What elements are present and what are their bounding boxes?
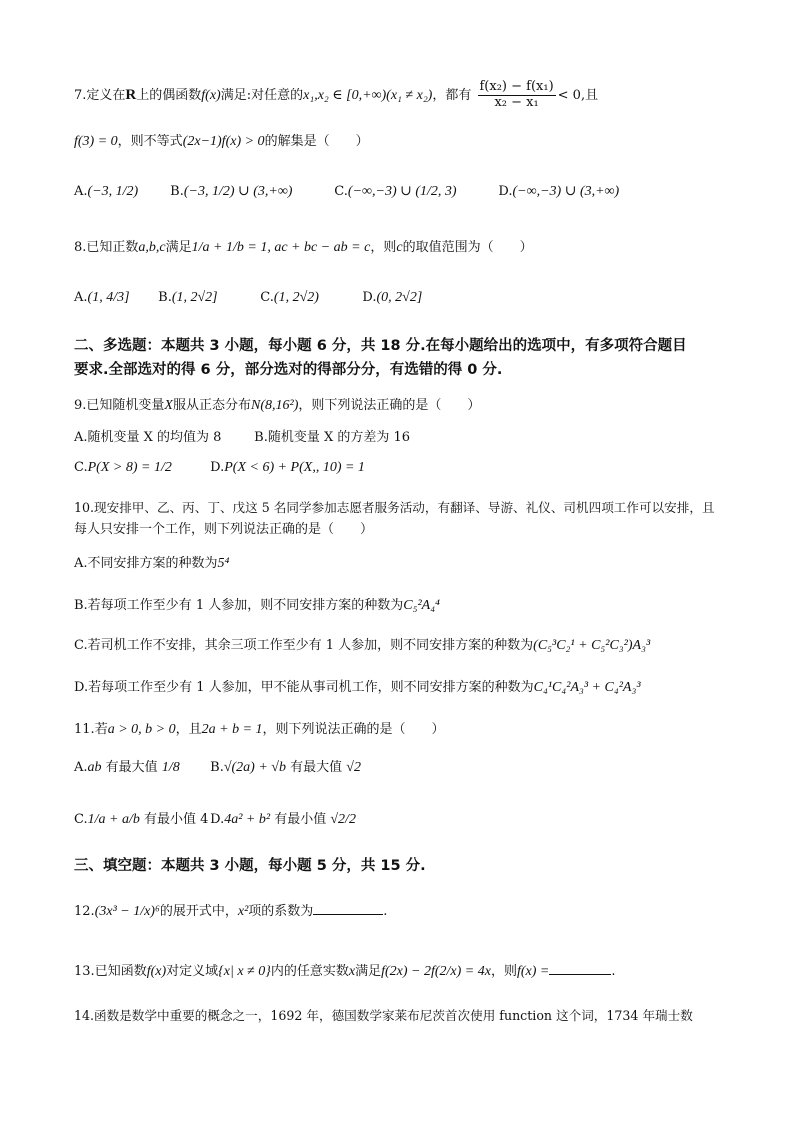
q10-option-d-math: C₄¹C₄²A₃³ + C₄²A₃³ (533, 680, 641, 695)
q9-option-d[interactable] (210, 460, 365, 477)
q13-stem-c: 内的任意实数 (270, 964, 349, 979)
q8-option-c[interactable] (260, 290, 358, 307)
q10-option-a-math: 5⁴ (217, 556, 230, 571)
q14-stem-line1: 14.函数是数学中重要的概念之一，1692 年，德国数学家莱布尼茨首次使用 function 这个词，1734 年瑞士数 (74, 1008, 693, 1023)
q8-option-b[interactable] (158, 290, 256, 307)
q10-option-c-text: C.若司机工作不安排，其余三项工作至少有 1 人参加，则不同安排方案的种数为 (74, 638, 534, 653)
q7-line2-b: ，则不等式 (117, 134, 183, 149)
q10-option-b-text: B.若每项工作至少有 1 人参加，则不同安排方案的种数为 (74, 598, 404, 613)
section2-heading-line2: 要求.全部选对的得 6 分，部分选对的得部分分，有选错的得 0 分. (74, 362, 503, 378)
q8-option-a[interactable] (74, 290, 154, 307)
q7-option-d[interactable] (498, 184, 619, 201)
q13-stem-a: 已知函数 (94, 964, 147, 979)
q9-stem-c: ，则下列说法正确的是（ ） (298, 398, 481, 413)
q8-option-b-label: B. (158, 290, 172, 305)
q11-option-a-text: 有最大值 (105, 760, 158, 775)
q11-option-c-label: C. (74, 812, 88, 827)
q9-option-c-label: C. (74, 460, 88, 475)
q7-stem-d: ，都有 (432, 87, 472, 103)
q7-option-d-text: (−∞,−3) ∪ (3,+∞) (512, 184, 620, 199)
q7-real-set: R (125, 86, 137, 103)
q7-frac-den: x₂ − x₁ (494, 94, 539, 110)
q7-fraction (478, 80, 556, 111)
q7-option-a-label: A. (74, 184, 88, 199)
q8-option-d[interactable] (362, 290, 422, 307)
q13-stem-b: 对定义域 (166, 964, 219, 979)
q12-text-b: 项的系数为 (248, 904, 314, 919)
q10-option-a[interactable] (74, 556, 229, 573)
q11-option-a-val: 1/8 (161, 760, 180, 775)
q8-stem-c: ，则 (370, 240, 397, 255)
q7-inequality-main: (2x−1)f(x) > 0 (182, 134, 265, 149)
q7-stem-e: 且 (585, 87, 599, 103)
q9-option-d-text: P(X < 6) + P(X,, 10) = 1 (224, 460, 365, 475)
q13-fx-answer: f(x) = (516, 964, 550, 979)
q11-option-b[interactable] (210, 760, 361, 777)
q9-options-row1 (74, 430, 410, 446)
q7-option-b-label: B. (170, 184, 184, 199)
q11-option-b-val: √2 (346, 760, 361, 775)
q10-option-a-text: A.不同安排方案的种数为 (74, 556, 218, 571)
q10-option-c-math: (C₅³C₂¹ + C₅²C₃²)A₃³ (533, 638, 651, 653)
q7-option-b-text: (−3, 1/2) ∪ (3,+∞) (183, 184, 293, 199)
q9-stem (74, 398, 480, 415)
q9-option-c[interactable] (74, 460, 206, 477)
q11-option-a-label: A. (74, 760, 88, 775)
q9-option-a[interactable]: A.随机变量 X 的均值为 8 (74, 430, 222, 445)
q13-stem-e: ，则 (490, 964, 517, 979)
q12-expression: (3x³ − 1/x)⁶ (94, 904, 160, 919)
q12-end: . (383, 904, 388, 919)
q8-option-b-text: (1, 2√2] (171, 290, 218, 305)
q8-option-c-label: C. (260, 290, 274, 305)
q8-option-d-label: D. (362, 290, 377, 305)
q10-option-c[interactable] (74, 638, 650, 655)
q8-equation: 1/a + 1/b = 1, ac + bc − ab = c (191, 240, 371, 255)
q8-stem (74, 240, 533, 257)
q7-options (74, 184, 619, 201)
q13-end: . (611, 964, 616, 979)
q7-number: 7. (74, 87, 87, 103)
q11-option-a[interactable] (74, 760, 206, 777)
q7-option-c-text: (−∞,−3) ∪ (1/2, 3) (347, 184, 457, 199)
q11-stem-b: ，且 (175, 722, 202, 737)
q9-number: 9. (74, 398, 87, 413)
q8-option-c-text: (1, 2√2) (273, 290, 319, 305)
q11-option-a-expr: ab (87, 760, 102, 775)
q11-option-d[interactable] (210, 812, 356, 829)
q11-number: 11. (74, 722, 95, 737)
q10-option-d-text: D.若每项工作至少有 1 人参加，甲不能从事司机工作，则不同安排方案的种数为 (74, 680, 534, 695)
q7-stem-b: 上的偶函数 (136, 87, 202, 103)
q9-X: X (164, 398, 173, 413)
q8-options (74, 290, 422, 307)
q7-option-c-label: C. (334, 184, 348, 199)
q13-domain: {x| x ≠ 0} (218, 964, 271, 979)
q10-option-d[interactable] (74, 680, 641, 697)
q13-fx: f(x) (146, 964, 167, 979)
q7-option-a-text: (−3, 1/2) (87, 184, 139, 199)
q12-term: x² (237, 904, 249, 919)
q9-stem-a: 已知随机变量 (86, 398, 165, 413)
q11-option-d-val: √2/2 (330, 812, 356, 827)
q7-frac-num: f(x₂) − f(x₁) (479, 79, 554, 94)
q11-option-b-text: 有最大值 (290, 760, 343, 775)
q7-line1 (74, 80, 598, 111)
q11-option-b-expr: √(2a) + √b (223, 760, 286, 775)
q10-option-b[interactable] (74, 598, 440, 615)
q7-inequality: < 0, (557, 87, 586, 103)
q7-line2-d: 的解集是（ ） (264, 134, 369, 149)
q11-option-d-text: 有最小值 (274, 812, 327, 827)
q8-number: 8. (74, 240, 87, 255)
q9-option-c-text: P(X > 8) = 1/2 (87, 460, 172, 475)
q8-option-d-text: (0, 2√2] (376, 290, 423, 305)
q11-options-row2 (74, 812, 356, 829)
q11-option-c[interactable] (74, 812, 209, 829)
q10-stem-line2: 每人只安排一个工作，则下列说法正确的是（ ） (74, 522, 374, 537)
q7-option-c[interactable] (334, 184, 494, 201)
q12-answer-blank[interactable] (313, 902, 383, 915)
q8-stem-d: 的取值范围为（ ） (402, 240, 533, 255)
q8-stem-a: 已知正数 (86, 240, 139, 255)
q11-option-c-text: 有最小值 4 (144, 812, 209, 827)
q12-text-a: 的展开式中， (159, 904, 238, 919)
q7-line2 (74, 134, 369, 151)
q13-stem (74, 962, 615, 981)
q7-option-b[interactable] (170, 184, 330, 201)
q11-option-c-expr: 1/a + a/b (87, 812, 140, 827)
q7-stem-a: 定义在 (86, 87, 126, 103)
q11-stem-a: 若 (94, 722, 108, 737)
q11-option-b-label: B. (210, 760, 224, 775)
q11-options-row1 (74, 760, 361, 777)
q10-option-b-math: C₅²A₄⁴ (403, 598, 440, 613)
q11-condition: a > 0, b > 0 (107, 722, 176, 737)
q11-option-d-label: D. (210, 812, 225, 827)
q8-c: c (396, 240, 403, 255)
q13-answer-blank[interactable] (549, 962, 611, 975)
q11-option-d-expr: 4a² + b² (224, 812, 271, 827)
section3-heading: 三、填空题：本题共 3 小题，每小题 5 分，共 15 分. (74, 858, 426, 874)
q7-condition: x₁,x₂ ∈ [0,+∞)(x₁ ≠ x₂) (303, 87, 433, 103)
q8-option-a-label: A. (74, 290, 88, 305)
q8-vars: a,b,c (138, 240, 166, 255)
q9-option-b[interactable]: B.随机变量 X 的方差为 16 (254, 430, 411, 445)
q9-stem-b: 服从正态分布 (172, 398, 251, 413)
q13-x: x (348, 964, 356, 979)
q7-fx: f(x) (201, 87, 221, 103)
q13-stem-d: 满足 (355, 964, 382, 979)
q8-option-a-text: (1, 4/3] (87, 290, 130, 305)
q9-option-d-label: D. (210, 460, 225, 475)
q13-number: 13. (74, 964, 95, 979)
q7-option-a[interactable] (74, 184, 166, 201)
q7-stem-c: 满足:对任意的 (220, 87, 304, 103)
q11-stem-c: ，则下列说法正确的是（ ） (262, 722, 445, 737)
q12-number: 12. (74, 904, 95, 919)
q11-stem (74, 722, 445, 739)
q9-distribution: N(8,16²) (251, 398, 299, 413)
q10-stem-line1: 10.现安排甲、乙、丙、丁、戊这 5 名同学参加志愿者服务活动，有翻译、导游、礼仪、司机四项工作可以安排，且 (74, 500, 715, 515)
q13-equation: f(2x) − 2f(2/x) = 4x (381, 964, 491, 979)
q7-option-d-label: D. (498, 184, 513, 199)
q11-equation: 2a + b = 1 (201, 722, 263, 737)
q12-stem (74, 902, 387, 921)
q8-stem-b: 满足 (165, 240, 192, 255)
q9-options-row2 (74, 460, 365, 477)
q7-f3: f(3) = 0 (74, 134, 118, 149)
section2-heading-line1: 二、多选题：本题共 3 小题，每小题 6 分，共 18 分.在每小题给出的选项中，有多项符合题目 (74, 338, 687, 354)
